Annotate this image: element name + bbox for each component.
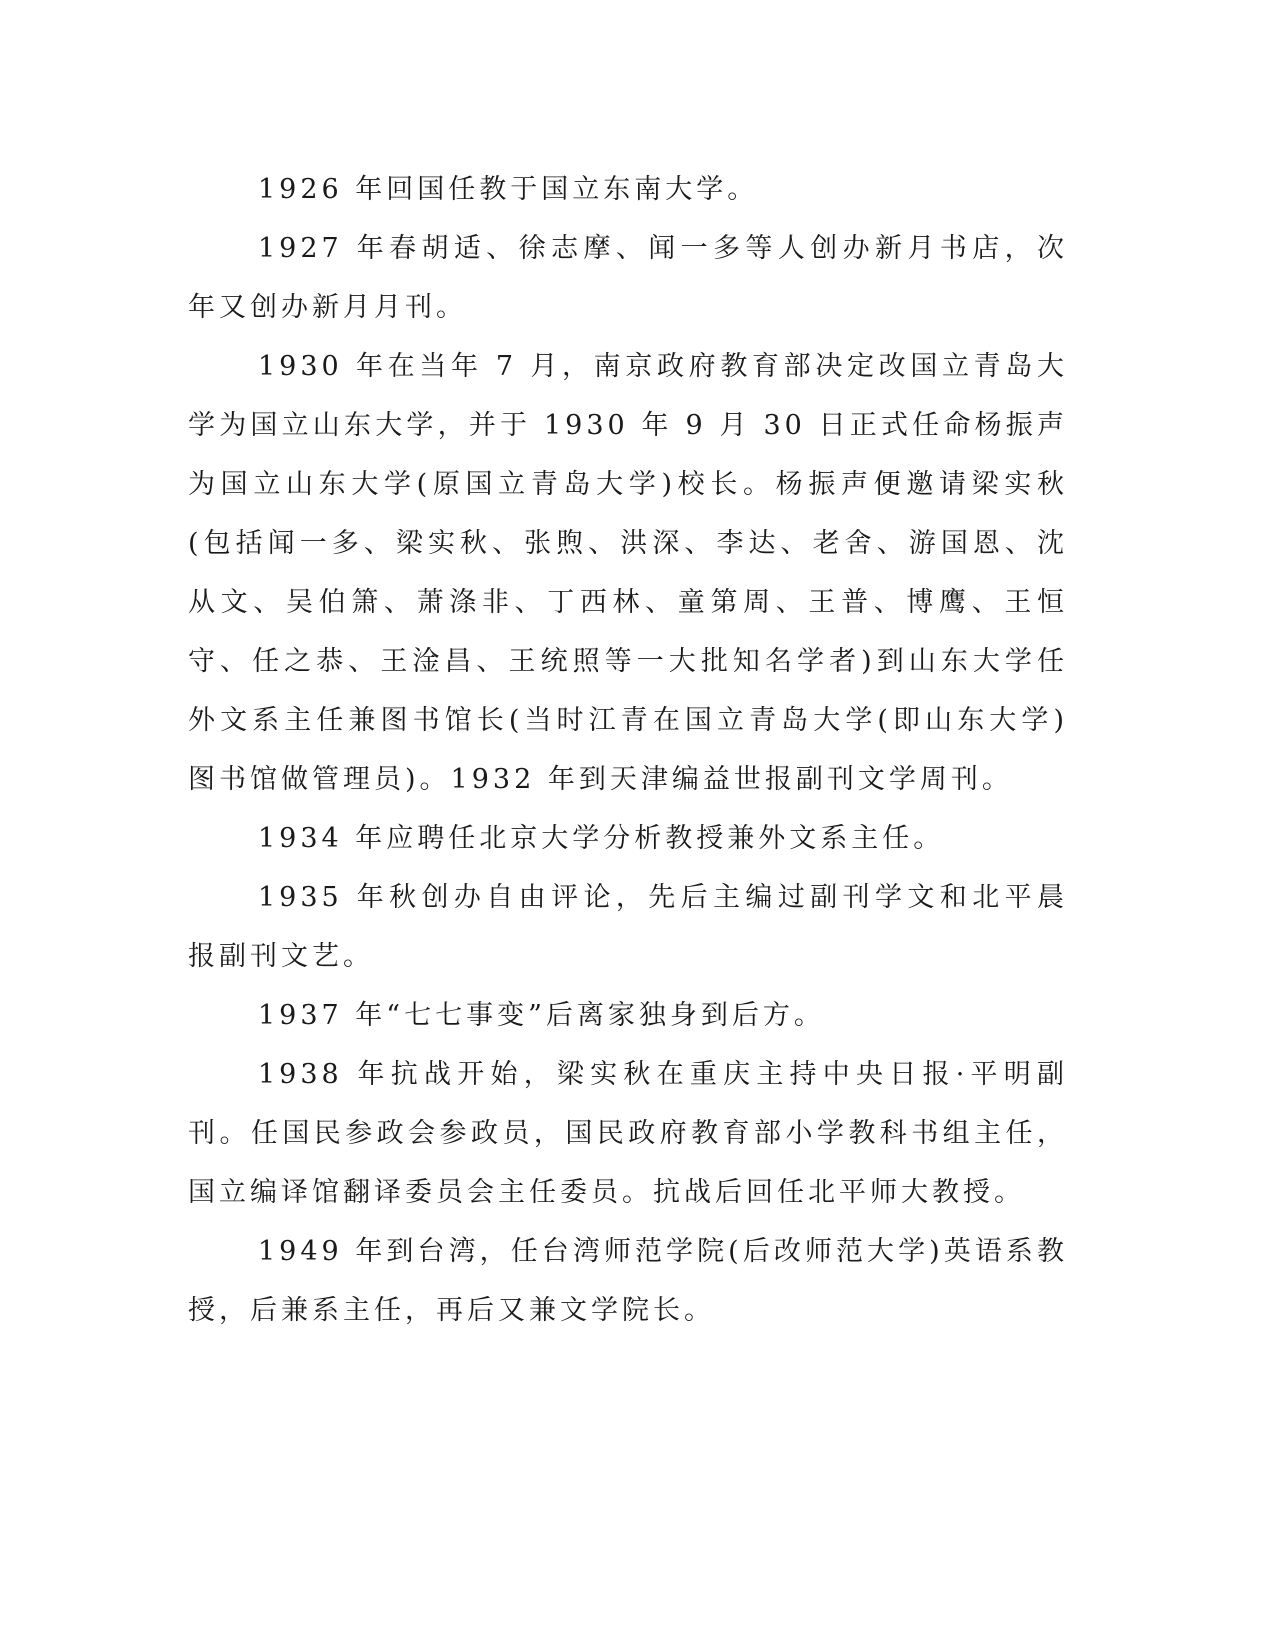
document-body bbox=[188, 160, 1068, 1340]
paragraph-1927: 1927 年春胡适、徐志摩、闻一多等人创办新月书店，次年又创办新月月刊。 bbox=[188, 233, 1068, 323]
paragraph-1926: 1926 年回国任教于国立东南大学。 bbox=[258, 174, 759, 205]
paragraph-1934: 1934 年应聘任北京大学分析教授兼外文系主任。 bbox=[258, 823, 945, 854]
paragraph-1938: 1938 年抗战开始，梁实秋在重庆主持中央日报·平明副刊。任国民参政会参政员，国民政府教育部小学教科书组主任，国立编译馆翻译委员会主任委员。抗战后回任北平师大教授。 bbox=[188, 1059, 1068, 1208]
paragraph-1949: 1949 年到台湾，任台湾师范学院(后改师范大学)英语系教授，后兼系主任，再后又兼文学院长。 bbox=[188, 1236, 1068, 1326]
paragraph-1937: 1937 年“七七事变”后离家独身到后方。 bbox=[258, 1000, 825, 1031]
paragraph-1935: 1935 年秋创办自由评论，先后主编过副刊学文和北平晨报副刊文艺。 bbox=[188, 882, 1068, 972]
paragraph-1930: 1930 年在当年 7 月，南京政府教育部决定改国立青岛大学为国立山东大学，并于 1930 年 9 月 30 日正式任命杨振声为国立山东大学(原国立青岛大学)校长。杨振声便邀请梁实秋(包括闻一多、梁实秋、张煦、洪深、李达、老舍、游国恩、沈从文、吴伯箫、萧涤非、丁西林、童第周、王普、博鹰、王恒守、任之恭、王淦昌、王统照等一大批知名学者)到山东大学任外文系主任兼图书馆长(当时江青在国立青岛大学(即山东大学)图书馆做管理员)。1932 年到天津编益世报副刊文学周刊。 bbox=[188, 351, 1068, 795]
